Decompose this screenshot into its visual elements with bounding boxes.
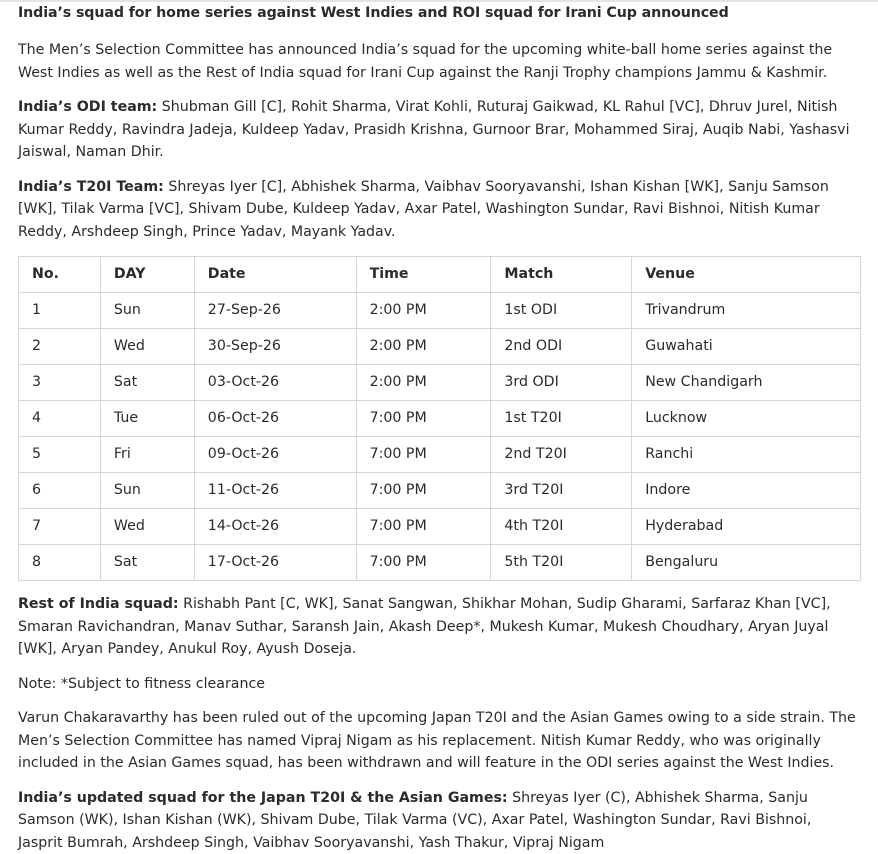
t20i-team-list: Shreyas Iyer [C], Abhishek Sharma, Vaibhav Sooryavanshi, Ishan Kishan [WK], Sanju Samson [WK], Tilak Varma [VC], Shivam Dube, Kuldeep Yadav, Axar Patel, Washington Sundar, Ravi Bishnoi, Nitish Kumar Reddy, Arshdeep Singh, Prince Yadav, Mayank Yadav. — [18, 179, 829, 240]
cell-match: 3rd T20I — [491, 473, 632, 509]
table-row — [19, 365, 861, 401]
cell-venue: Guwahati — [632, 329, 861, 365]
japan-squad-paragraph — [18, 787, 860, 854]
cell-date: 03-Oct-26 — [194, 365, 356, 401]
table-row — [19, 293, 861, 329]
roi-squad-label: Rest of India squad: — [18, 596, 179, 612]
cell-time: 7:00 PM — [356, 401, 491, 437]
schedule-table — [18, 256, 861, 581]
cell-match: 1st T20I — [491, 401, 632, 437]
odi-team-paragraph — [18, 96, 860, 164]
top-divider — [0, 0, 878, 2]
cell-date: 30-Sep-26 — [194, 329, 356, 365]
odi-team-label: India’s ODI team: — [18, 99, 157, 115]
roi-squad-paragraph — [18, 593, 860, 661]
table-row — [19, 473, 861, 509]
cell-day: Wed — [100, 329, 194, 365]
intro-paragraph: The Men’s Selection Committee has announced India’s squad for the upcoming white-ball home series against the West Indies as well as the Rest of India squad for Irani Cup against the Ranji Trophy champions Jammu & Kashmir. — [18, 39, 860, 84]
cell-time: 7:00 PM — [356, 545, 491, 581]
cell-date: 09-Oct-26 — [194, 437, 356, 473]
cell-no: 8 — [19, 545, 101, 581]
table-row — [19, 401, 861, 437]
roi-squad-list: Rishabh Pant [C, WK], Sanat Sangwan, Shikhar Mohan, Sudip Gharami, Sarfaraz Khan [VC], Smaran Ravichandran, Manav Suthar, Saransh Jain, Akash Deep*, Mukesh Kumar, Mukesh Choudhary, Aryan Juyal [WK], Aryan Pandey, Anukul Roy, Ayush Doseja. — [18, 596, 831, 657]
varun-update-paragraph: Varun Chakaravarthy has been ruled out of the upcoming Japan T20I and the Asian Games owing to a side strain. The Men’s Selection Committee has named Vipraj Nigam as his replacement. Nitish Kumar Reddy, who was originally included in the Asian Games squad, has been withdrawn and will feature in the ODI series against the West Indies. — [18, 707, 860, 775]
cell-no: 3 — [19, 365, 101, 401]
cell-match: 2nd ODI — [491, 329, 632, 365]
cell-date: 27-Sep-26 — [194, 293, 356, 329]
cell-no: 2 — [19, 329, 101, 365]
article-title: India’s squad for home series against West Indies and ROI squad for Irani Cup announced — [18, 3, 860, 23]
table-row — [19, 545, 861, 581]
t20i-team-label: India’s T20I Team: — [18, 179, 164, 195]
table-row — [19, 509, 861, 545]
cell-date: 11-Oct-26 — [194, 473, 356, 509]
odi-team-list: Shubman Gill [C], Rohit Sharma, Virat Kohli, Ruturaj Gaikwad, KL Rahul [VC], Dhruv Jurel, Nitish Kumar Reddy, Ravindra Jadeja, Kuldeep Yadav, Prasidh Krishna, Gurnoor Brar, Mohammed Siraj, Auqib Nabi, Yashasvi Jaiswal, Naman Dhir. — [18, 99, 850, 160]
table-row — [19, 329, 861, 365]
table-row — [19, 437, 861, 473]
header-match: Match — [491, 257, 632, 293]
header-day: DAY — [100, 257, 194, 293]
t20i-team-paragraph — [18, 176, 860, 244]
cell-venue: New Chandigarh — [632, 365, 861, 401]
cell-day: Tue — [100, 401, 194, 437]
fitness-note: Note: *Subject to fitness clearance — [18, 673, 860, 696]
cell-time: 7:00 PM — [356, 473, 491, 509]
cell-match: 3rd ODI — [491, 365, 632, 401]
cell-date: 14-Oct-26 — [194, 509, 356, 545]
cell-day: Sun — [100, 473, 194, 509]
cell-venue: Bengaluru — [632, 545, 861, 581]
cell-match: 2nd T20I — [491, 437, 632, 473]
cell-match: 5th T20I — [491, 545, 632, 581]
cell-match: 1st ODI — [491, 293, 632, 329]
header-venue: Venue — [632, 257, 861, 293]
cell-no: 5 — [19, 437, 101, 473]
cell-day: Wed — [100, 509, 194, 545]
japan-squad-label: India’s updated squad for the Japan T20I & the Asian Games: — [18, 790, 508, 806]
cell-venue: Lucknow — [632, 401, 861, 437]
cell-time: 2:00 PM — [356, 329, 491, 365]
cell-match: 4th T20I — [491, 509, 632, 545]
japan-squad-list: Shreyas Iyer (C), Abhishek Sharma, Sanju Samson (WK), Ishan Kishan (WK), Shivam Dube, Tilak Varma (VC), Axar Patel, Washington Sundar, Ravi Bishnoi, Jasprit Bumrah, Arshdeep Singh, Vaibhav Sooryavanshi, Yash Thakur, Vipraj Nigam — [18, 790, 811, 851]
article — [0, 3, 878, 854]
cell-no: 6 — [19, 473, 101, 509]
cell-time: 2:00 PM — [356, 293, 491, 329]
header-date: Date — [194, 257, 356, 293]
cell-date: 06-Oct-26 — [194, 401, 356, 437]
cell-day: Fri — [100, 437, 194, 473]
table-header-row — [19, 257, 861, 293]
cell-time: 2:00 PM — [356, 365, 491, 401]
cell-day: Sat — [100, 545, 194, 581]
cell-venue: Hyderabad — [632, 509, 861, 545]
header-time: Time — [356, 257, 491, 293]
cell-venue: Ranchi — [632, 437, 861, 473]
cell-venue: Indore — [632, 473, 861, 509]
cell-day: Sun — [100, 293, 194, 329]
cell-time: 7:00 PM — [356, 509, 491, 545]
header-no: No. — [19, 257, 101, 293]
cell-date: 17-Oct-26 — [194, 545, 356, 581]
cell-no: 4 — [19, 401, 101, 437]
cell-no: 1 — [19, 293, 101, 329]
cell-venue: Trivandrum — [632, 293, 861, 329]
cell-no: 7 — [19, 509, 101, 545]
cell-day: Sat — [100, 365, 194, 401]
cell-time: 7:00 PM — [356, 437, 491, 473]
